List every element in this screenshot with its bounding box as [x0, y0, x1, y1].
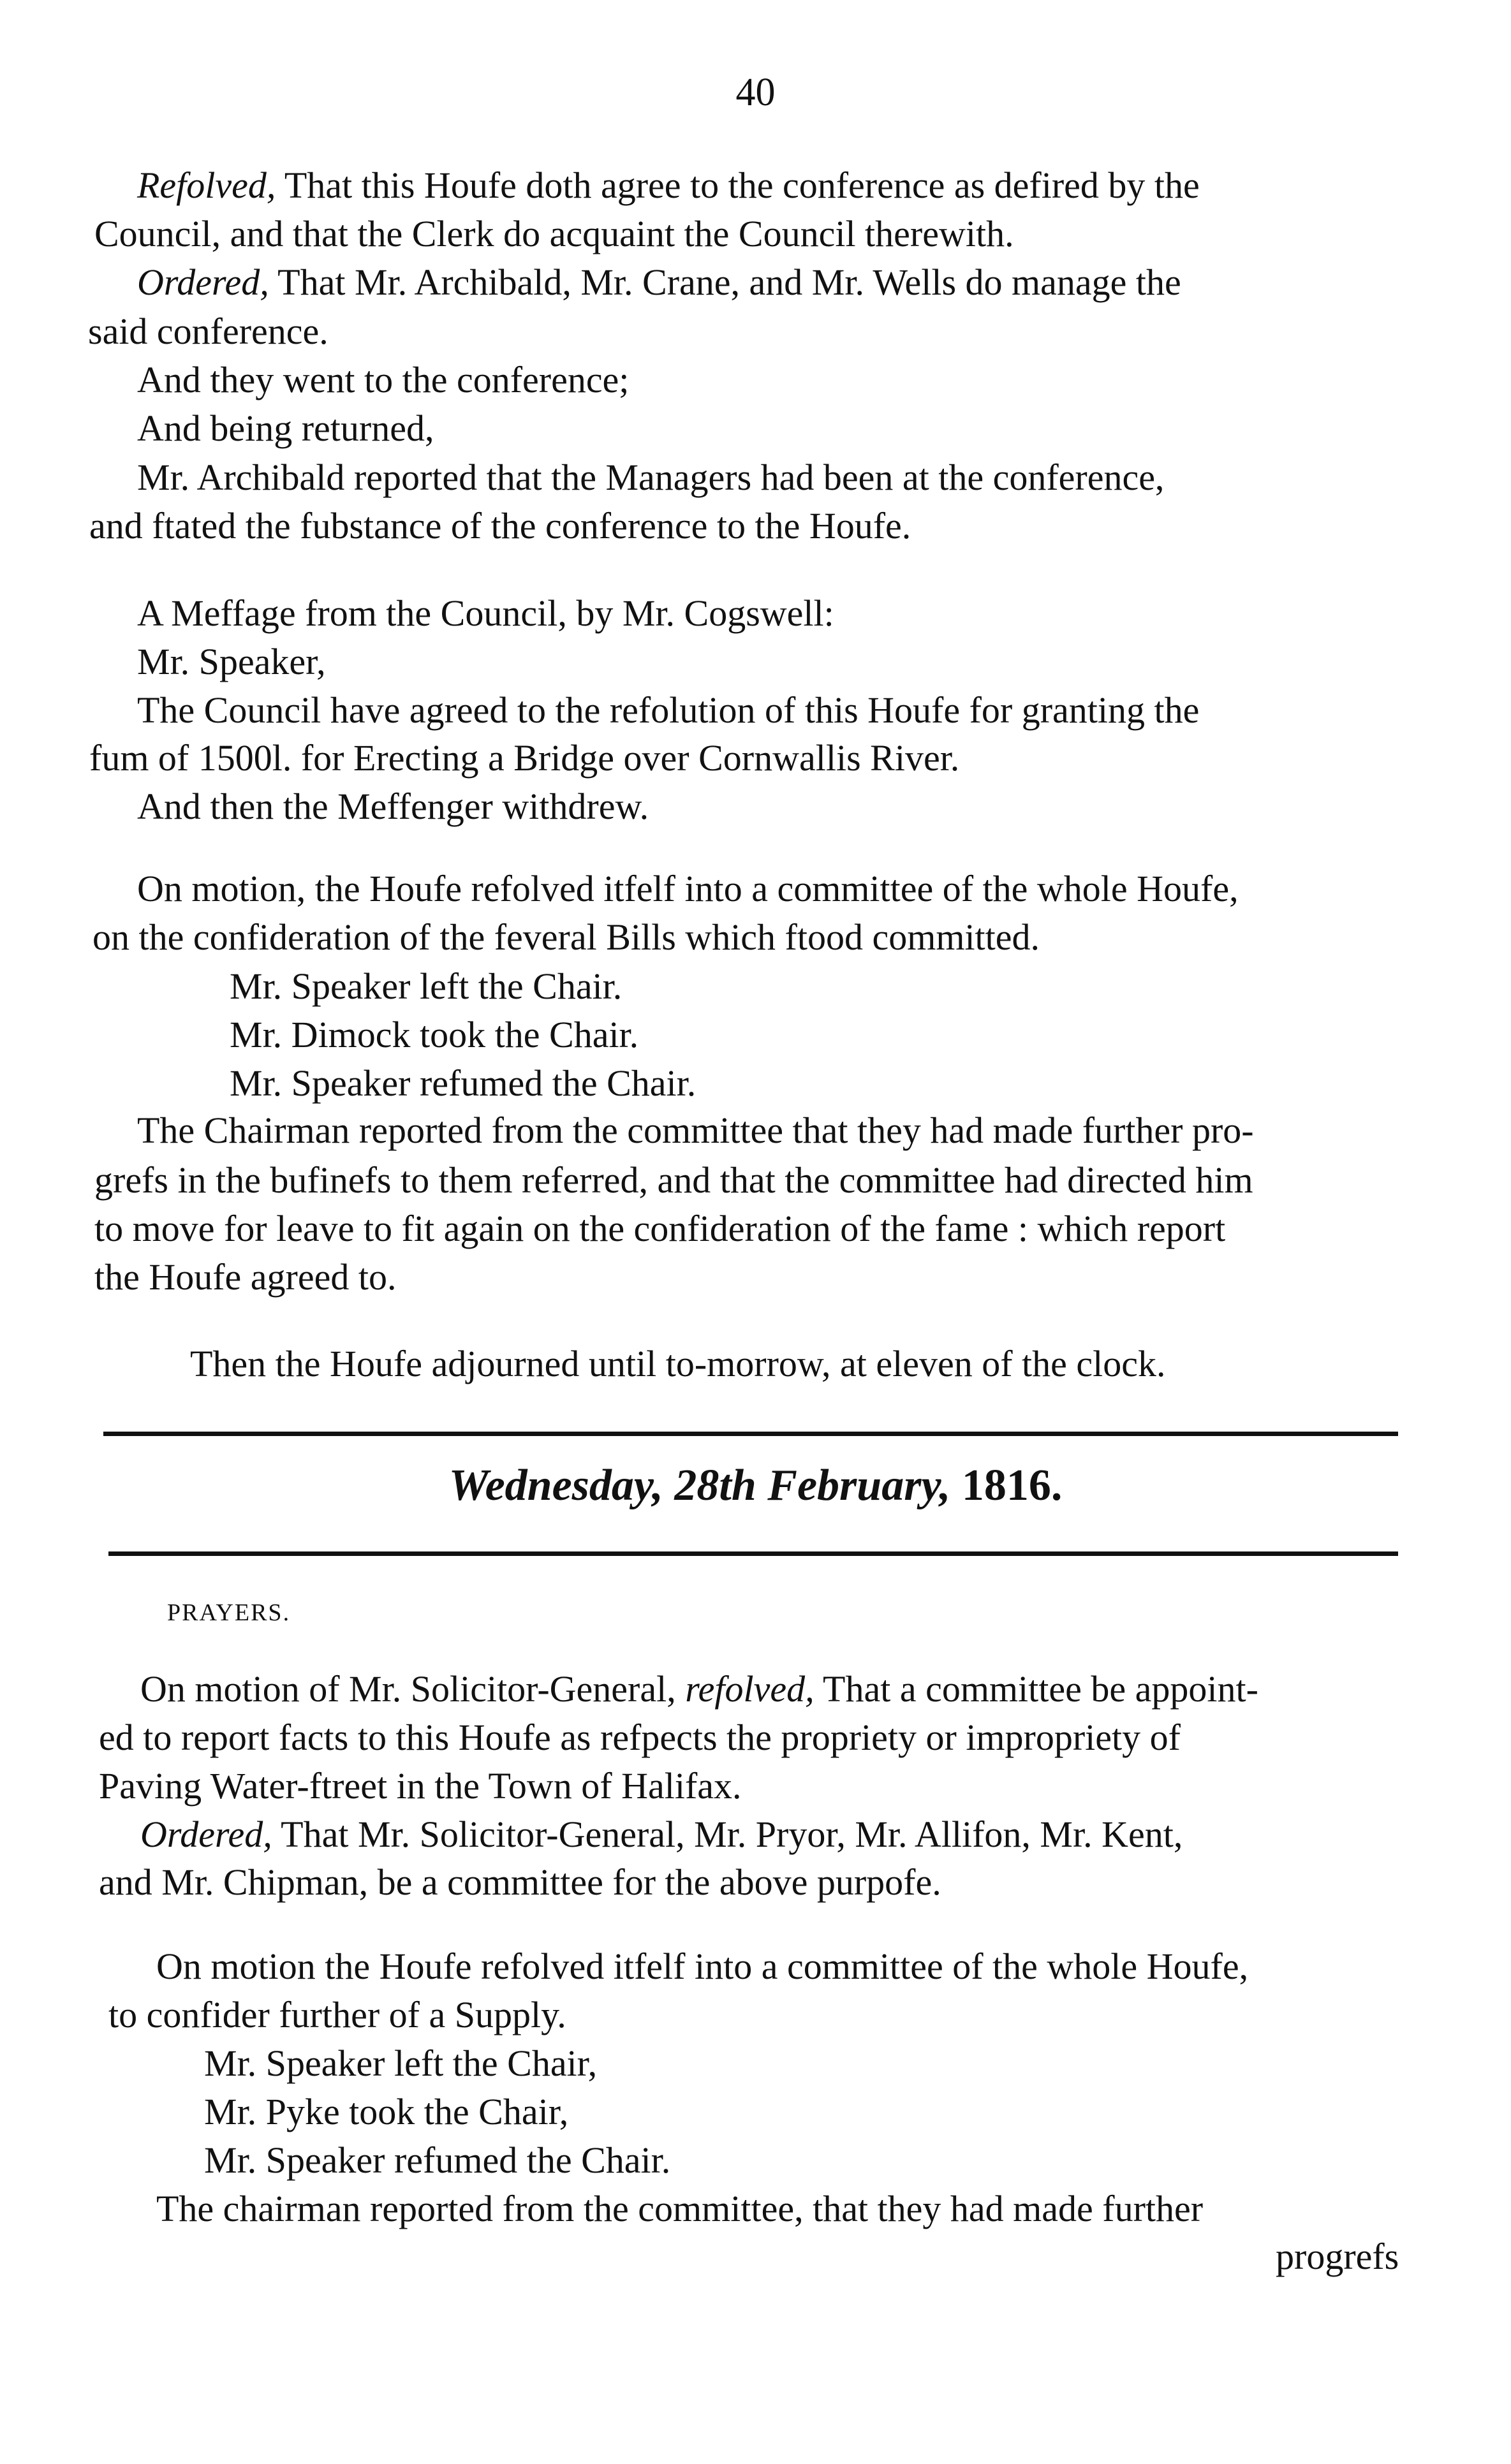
p1-line1	[137, 167, 1397, 204]
p1-line7: Mr. Archibald reported that the Managers had been at the conference,	[137, 457, 1165, 498]
date-heading-year: 1816.	[950, 1461, 1063, 1510]
p1-line2: Council, and that the Clerk do acquaint the Council therewith.	[94, 213, 1014, 254]
p2-line5: And then the Meffenger withdrew.	[137, 786, 649, 827]
date-heading-day: Wednesday, 28th February,	[448, 1461, 951, 1510]
p6-line3: Mr. Speaker left the Chair,	[204, 2042, 598, 2084]
p3-line6: The Chairman reported from the committee that they had made further pro-	[137, 1110, 1254, 1151]
p3-line7: grefs in the bufinefs to them referred, and that the committee had directed him	[94, 1159, 1253, 1201]
catchword: progrefs	[1276, 2236, 1399, 2277]
p5-line2: ed to report facts to this Houfe as refpects the propriety or impropriety of	[99, 1717, 1181, 1758]
p1-line8: and ftated the fubstance of the conference to the Houfe.	[89, 505, 911, 546]
p4-adjourned: Then the Houfe adjourned until to-morrow, at eleven of the clock.	[190, 1343, 1166, 1384]
top-rule	[103, 1432, 1398, 1436]
p3-line5: Mr. Speaker refumed the Chair.	[230, 1062, 697, 1104]
p2-line3: The Council have agreed to the refolution of this Houfe for granting the	[137, 689, 1200, 731]
p6-line2: to confider further of a Supply.	[108, 1994, 566, 2035]
p3-line3: Mr. Speaker left the Chair.	[230, 965, 623, 1007]
p2-line2: Mr. Speaker,	[137, 641, 326, 682]
p2-line4: fum of 1500l. for Erecting a Bridge over Cornwallis River.	[89, 737, 960, 779]
date-heading	[0, 1460, 1511, 1511]
p1-line5: And they went to the conference;	[137, 359, 630, 400]
p3-line9: the Houfe agreed to.	[94, 1256, 397, 1298]
resolved-label-2: refolved,	[685, 1668, 814, 1710]
p5-line1-text-a: On motion of Mr. Solicitor-General,	[140, 1668, 686, 1710]
p5-line3: Paving Water-ftreet in the Town of Halifax.	[99, 1765, 742, 1807]
p1-line3	[137, 261, 1397, 303]
ordered-label: Ordered,	[137, 261, 269, 303]
p3-line1: On motion, the Houfe refolved itfelf into a committee of the whole Houfe,	[137, 868, 1239, 909]
resolved-label: Refolved,	[137, 165, 276, 206]
p1-line1-text: That this Houfe doth agree to the conference as defired by the	[276, 165, 1200, 206]
p1-line4: said conference.	[88, 311, 328, 352]
p5-line4	[140, 1816, 1403, 1853]
p3-line2: on the confideration of the feveral Bills which ftood committed.	[92, 916, 1040, 958]
p6-line4: Mr. Pyke took the Chair,	[204, 2091, 569, 2132]
p3-line4: Mr. Dimock took the Chair.	[230, 1014, 639, 1055]
p1-line6: And being returned,	[137, 407, 434, 449]
page-number: 40	[735, 71, 776, 114]
p5-line5: and Mr. Chipman, be a committee for the above purpofe.	[99, 1861, 941, 1903]
p1-line3-text: That Mr. Archibald, Mr. Crane, and Mr. Wells do manage the	[269, 261, 1181, 303]
p5-line1-text-b: That a committee be appoint-	[814, 1668, 1258, 1710]
p5-line4-text: That Mr. Solicitor-General, Mr. Pryor, Mr. Allifon, Mr. Kent,	[272, 1814, 1183, 1855]
p5-line1	[140, 1668, 1403, 1710]
p6-line5: Mr. Speaker refumed the Chair.	[204, 2139, 671, 2181]
bottom-rule	[108, 1551, 1398, 1556]
ordered-label-2: Ordered,	[140, 1814, 272, 1855]
p2-line1: A Meffage from the Council, by Mr. Cogswell:	[137, 592, 834, 634]
prayers-heading: PRAYERS.	[167, 1599, 291, 1626]
p6-line1: On motion the Houfe refolved itfelf into a committee of the whole Houfe,	[156, 1946, 1249, 1987]
p6-line6: The chairman reported from the committee, that they had made further	[156, 2188, 1204, 2229]
p3-line8: to move for leave to fit again on the confideration of the fame : which report	[94, 1208, 1226, 1249]
